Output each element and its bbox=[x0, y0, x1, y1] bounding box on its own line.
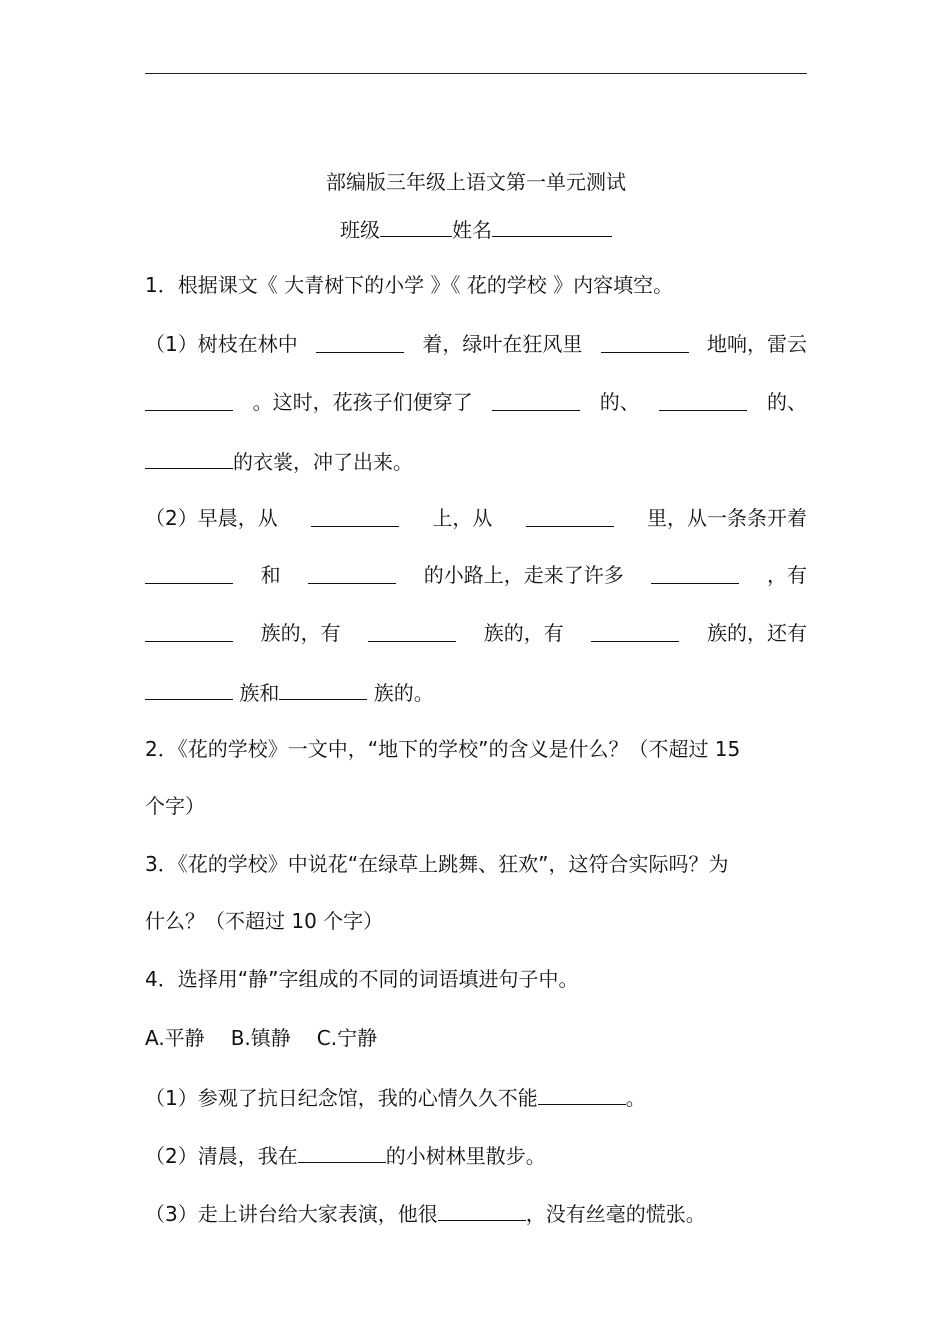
student-info bbox=[145, 214, 807, 244]
q1-p2-text-d: 和 bbox=[260, 563, 281, 587]
q2-line1 bbox=[145, 735, 807, 763]
q4-s1-text-b: 。 bbox=[625, 1086, 646, 1110]
q4-option-b: B.镇静 bbox=[230, 1026, 291, 1050]
q4-s1-blank[interactable] bbox=[538, 1082, 626, 1105]
q1-p1-blank-4[interactable] bbox=[492, 388, 580, 411]
q1-p2-text-b: 上，从 bbox=[432, 506, 493, 530]
q1-p2-blank-10[interactable] bbox=[279, 677, 367, 700]
page-title bbox=[145, 168, 807, 196]
q3-text-1: 3．《花的学校》中说花“在绿草上跳舞、狂欢”，这符合实际吗？为 bbox=[145, 852, 729, 876]
q4-prompt-text: 4．选择用“静”字组成的不同的词语填进句子中。 bbox=[145, 967, 579, 991]
q1-p1-line2 bbox=[145, 388, 807, 416]
q1-p1-text-e: 的、 bbox=[599, 390, 640, 414]
q2-text-1: 2．《花的学校》一文中，“地下的学校”的含义是什么？（不超过 15 bbox=[145, 737, 741, 761]
q4-sentence-3 bbox=[145, 1198, 807, 1228]
q1-p2-blank-4[interactable] bbox=[308, 561, 396, 584]
q1-p1-text-d: 。这时，花孩子们便穿了 bbox=[252, 390, 473, 414]
class-label: 班级 bbox=[340, 218, 380, 242]
q4-s3-blank[interactable] bbox=[438, 1198, 526, 1221]
q1-p1-text-g: 的衣裳，冲了出来。 bbox=[233, 450, 413, 474]
q1-p2-text-g: 族的，有 bbox=[260, 621, 341, 645]
name-label: 姓名 bbox=[452, 218, 492, 242]
q3-text-2: 什么？（不超过 10 个字） bbox=[145, 909, 384, 933]
q1-p2-text-a: （2）早晨，从 bbox=[145, 506, 278, 530]
title-text: 部编版三年级上语文第一单元测试 bbox=[326, 170, 626, 194]
q1-p1-blank-2[interactable] bbox=[601, 330, 689, 353]
q1-p2-text-k: 族的。 bbox=[373, 681, 434, 705]
q1-p1-line1 bbox=[145, 330, 807, 358]
q1-p2-blank-9[interactable] bbox=[145, 677, 233, 700]
q1-p2-line3 bbox=[145, 619, 807, 647]
q1-p2-text-i: 族的，还有 bbox=[706, 621, 807, 645]
q1-p2-blank-3[interactable] bbox=[145, 561, 233, 584]
q3-line1 bbox=[145, 850, 807, 878]
q4-options bbox=[145, 1024, 807, 1052]
q4-s3-text-b: ，没有丝毫的慌张。 bbox=[525, 1202, 706, 1226]
q1-p1-blank-5[interactable] bbox=[659, 388, 747, 411]
class-field[interactable] bbox=[380, 214, 452, 237]
q1-p2-text-f: ，有 bbox=[766, 563, 807, 587]
q4-s2-text-a: （2）清晨，我在 bbox=[145, 1144, 298, 1168]
q2-text-2: 个字） bbox=[145, 794, 205, 818]
q2-line2 bbox=[145, 792, 807, 820]
q1-p1-text-b: 着，绿叶在狂风里 bbox=[422, 332, 583, 356]
q1-p1-blank-6[interactable] bbox=[145, 446, 233, 469]
q4-s2-blank[interactable] bbox=[298, 1140, 386, 1163]
q1-p2-blank-6[interactable] bbox=[145, 619, 233, 642]
q1-p2-text-c: 里，从一条条开着 bbox=[646, 506, 807, 530]
q1-prompt-text: 1．根据课文《 大青树下的小学 》《 花的学校 》内容填空。 bbox=[145, 273, 674, 297]
q1-p1-text-f: 的、 bbox=[766, 390, 807, 414]
header-rule bbox=[145, 73, 807, 74]
q1-p2-blank-2[interactable] bbox=[526, 504, 614, 527]
q4-sentence-2 bbox=[145, 1140, 807, 1170]
q1-prompt bbox=[145, 271, 807, 299]
q1-p1-blank-1[interactable] bbox=[316, 330, 404, 353]
q1-p2-blank-7[interactable] bbox=[368, 619, 456, 642]
name-field[interactable] bbox=[492, 214, 612, 237]
q4-s3-text-a: （3）走上讲台给大家表演，他很 bbox=[145, 1202, 438, 1226]
q4-s1-text-a: （1）参观了抗日纪念馆，我的心情久久不能 bbox=[145, 1086, 538, 1110]
q1-p2-line1 bbox=[145, 504, 807, 532]
q1-p2-line4 bbox=[145, 677, 807, 707]
q1-p1-text-a: （1）树枝在林中 bbox=[145, 332, 298, 356]
q1-p2-line2 bbox=[145, 561, 807, 589]
q4-sentence-1 bbox=[145, 1082, 807, 1112]
q1-p2-text-e: 的小路上，走来了许多 bbox=[423, 563, 624, 587]
q1-p2-text-h: 族的，有 bbox=[483, 621, 564, 645]
q1-p2-blank-5[interactable] bbox=[651, 561, 739, 584]
q4-option-c: C.宁静 bbox=[316, 1026, 378, 1050]
q1-p1-blank-3[interactable] bbox=[145, 388, 233, 411]
q4-s2-text-b: 的小树林里散步。 bbox=[385, 1144, 546, 1168]
q1-p2-blank-8[interactable] bbox=[591, 619, 679, 642]
q1-p1-line3 bbox=[145, 446, 807, 476]
q1-p2-text-j: 族和 bbox=[239, 681, 280, 705]
q1-p1-text-c: 地响，雷云 bbox=[706, 332, 807, 356]
q3-line2 bbox=[145, 907, 807, 935]
q4-option-a: A.平静 bbox=[145, 1026, 205, 1050]
q4-prompt bbox=[145, 965, 807, 993]
q1-p2-blank-1[interactable] bbox=[311, 504, 399, 527]
